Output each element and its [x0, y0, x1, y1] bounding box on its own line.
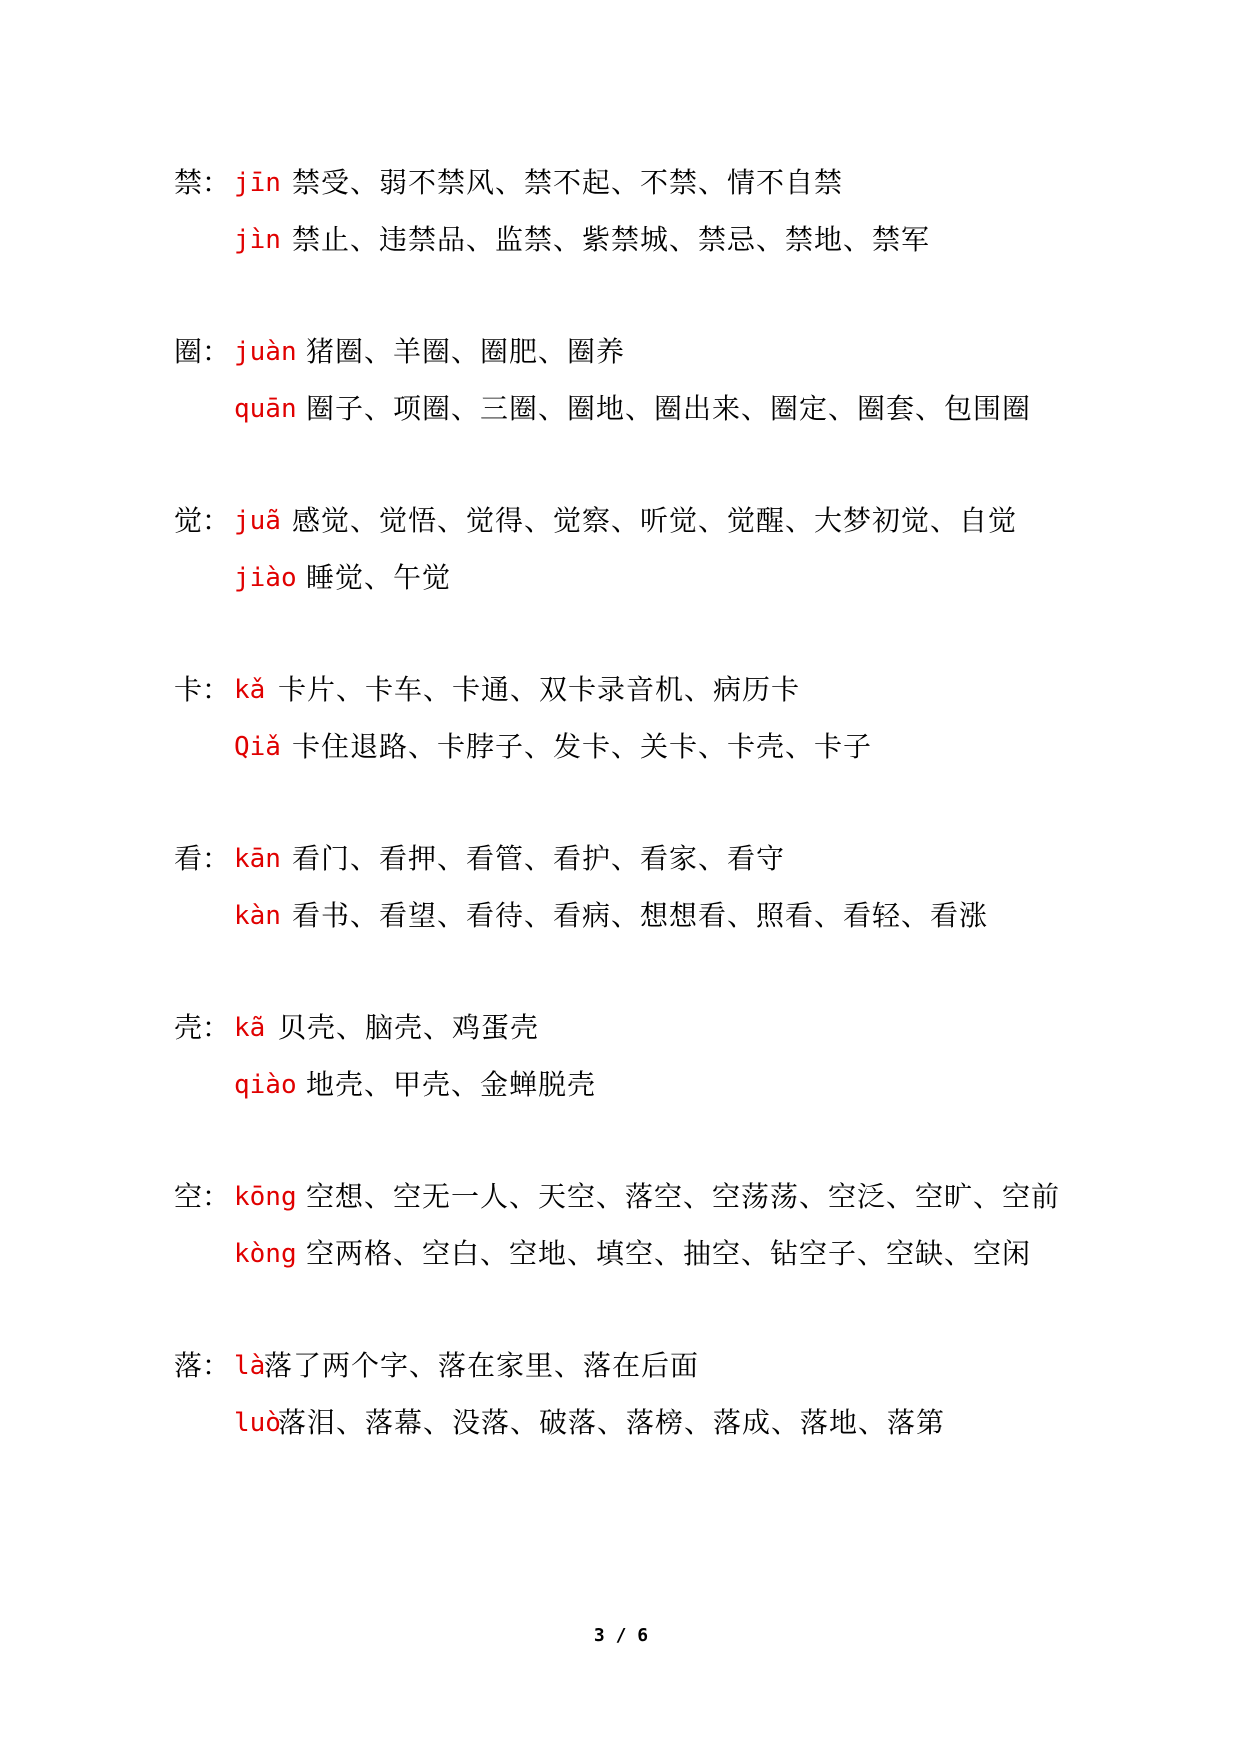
entry-character: 觉： [174, 504, 231, 537]
pinyin: juã [234, 506, 281, 536]
word-list: 看书、看望、看待、看病、想想看、照看、看轻、看涨 [292, 899, 989, 932]
word-list: 落泪、落幕、没落、破落、落榜、落成、落地、落第 [278, 1406, 946, 1439]
word-list: 卡住退路、卡脖子、发卡、关卡、卡壳、卡子 [292, 730, 873, 763]
pinyin: jīn [234, 168, 281, 198]
entry-character: 禁： [174, 166, 231, 199]
pinyin: kǎ [234, 675, 266, 705]
pinyin: luò [234, 1408, 281, 1438]
pinyin: Qiǎ [234, 732, 281, 762]
pinyin: quān [234, 394, 297, 424]
pinyin: jìn [234, 225, 281, 255]
word-list: 空两格、空白、空地、填空、抽空、钻空子、空缺、空闲 [306, 1237, 1032, 1270]
pinyin: kōng [234, 1182, 297, 1212]
pinyin: kòng [234, 1239, 297, 1269]
pinyin: jiào [234, 563, 297, 593]
word-list: 空想、空无一人、天空、落空、空荡荡、空泛、空旷、空前 [306, 1180, 1061, 1213]
pinyin: qiào [234, 1070, 297, 1100]
word-list: 感觉、觉悟、觉得、觉察、听觉、觉醒、大梦初觉、自觉 [292, 504, 1018, 537]
entry-character: 壳： [174, 1011, 231, 1044]
word-list: 猪圈、羊圈、圈肥、圈养 [306, 335, 626, 368]
entry-character: 圈： [174, 335, 231, 368]
entry-character: 空： [174, 1180, 231, 1213]
pinyin: kān [234, 844, 281, 874]
word-list: 禁受、弱不禁风、禁不起、不禁、情不自禁 [292, 166, 844, 199]
page-number: 3 / 6 [593, 1625, 649, 1646]
pinyin: kã [234, 1013, 266, 1043]
entry-character: 卡： [174, 673, 231, 706]
pinyin: juàn [234, 337, 297, 367]
word-list: 卡片、卡车、卡通、双卡录音机、病历卡 [278, 673, 801, 706]
pinyin: kàn [234, 901, 281, 931]
word-list: 地壳、甲壳、金蝉脱壳 [306, 1068, 597, 1101]
word-list: 落了两个字、落在家里、落在后面 [264, 1349, 700, 1382]
entry-character: 落： [174, 1349, 231, 1382]
word-list: 禁止、违禁品、监禁、紫禁城、禁忌、禁地、禁军 [292, 223, 931, 256]
word-list: 睡觉、午觉 [306, 561, 452, 594]
pinyin: là [234, 1351, 266, 1381]
entry-character: 看： [174, 842, 231, 875]
word-list: 圈子、项圈、三圈、圈地、圈出来、圈定、圈套、包围圈 [306, 392, 1032, 425]
word-list: 贝壳、脑壳、鸡蛋壳 [278, 1011, 540, 1044]
word-list: 看门、看押、看管、看护、看家、看守 [292, 842, 786, 875]
